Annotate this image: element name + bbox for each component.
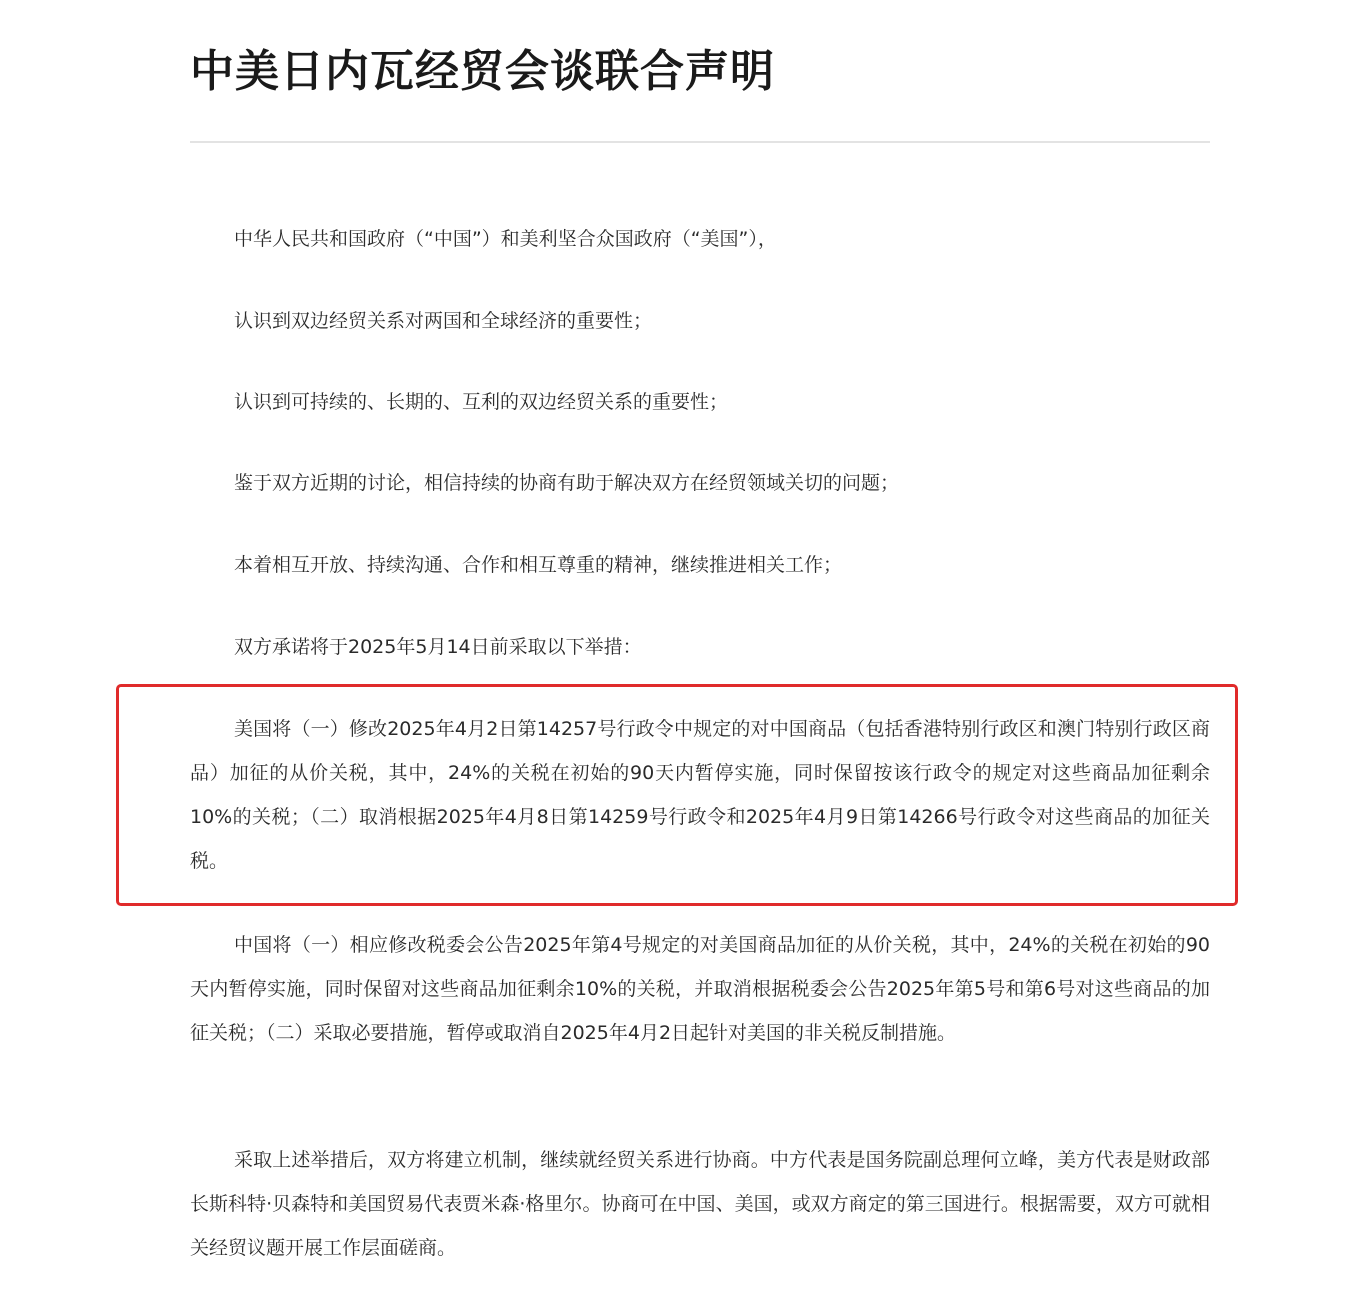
paragraph-recent-discussions: 鉴于双方近期的讨论，相信持续的协商有助于解决双方在经贸领域关切的问题； xyxy=(234,472,900,494)
paragraph-commitments-intro: 双方承诺将于2025年5月14日前采取以下举措： xyxy=(234,636,642,658)
paragraph-recognizing-sustainable: 认识到可持续的、长期的、互利的双边经贸关系的重要性； xyxy=(234,391,729,413)
title-divider xyxy=(190,141,1210,143)
page-title: 中美日内瓦经贸会谈联合声明 xyxy=(190,46,775,97)
paragraph-consultation-mechanism: 采取上述举措后，双方将建立机制，继续就经贸关系进行协商。中方代表是国务院副总理何立峰，美方代表是财政部长斯科特·贝森特和美国贸易代表贾米森·格里尔。协商可在中国、美国，或双方商定的第三国进行。根据需要，双方可就相关经贸议题开展工作层面磋商。 xyxy=(190,1149,1210,1259)
paragraph-us-measures: 美国将（一）修改2025年4月2日第14257号行政令中规定的对中国商品（包括香港特别行政区和澳门特别行政区商品）加征的从价关税，其中，24%的关税在初始的90天内暂停实施，同时保留按该行政令的规定对这些商品加征剩余10%的关税；（二）取消根据2025年4月8日第14259号行政令和2025年4月9日第14266号行政令对这些商品的加征关税。 xyxy=(190,718,1210,872)
paragraph-china-measures: 中国将（一）相应修改税委会公告2025年第4号规定的对美国商品加征的从价关税，其中，24%的关税在初始的90天内暂停实施，同时保留对这些商品加征剩余10%的关税，并取消根据税委会公告2025年第5号和第6号对这些商品的加征关税；（二）采取必要措施，暂停或取消自2025年4月2日起针对美国的非关税反制措施。 xyxy=(190,934,1210,1044)
paragraph-spirit-of-openness: 本着相互开放、持续沟通、合作和相互尊重的精神，继续推进相关工作； xyxy=(234,554,843,576)
paragraph-recognizing-importance: 认识到双边经贸关系对两国和全球经济的重要性； xyxy=(234,310,653,332)
paragraph-preamble-parties: 中华人民共和国政府（“中国”）和美利坚合众国政府（“美国”）， xyxy=(234,228,777,250)
